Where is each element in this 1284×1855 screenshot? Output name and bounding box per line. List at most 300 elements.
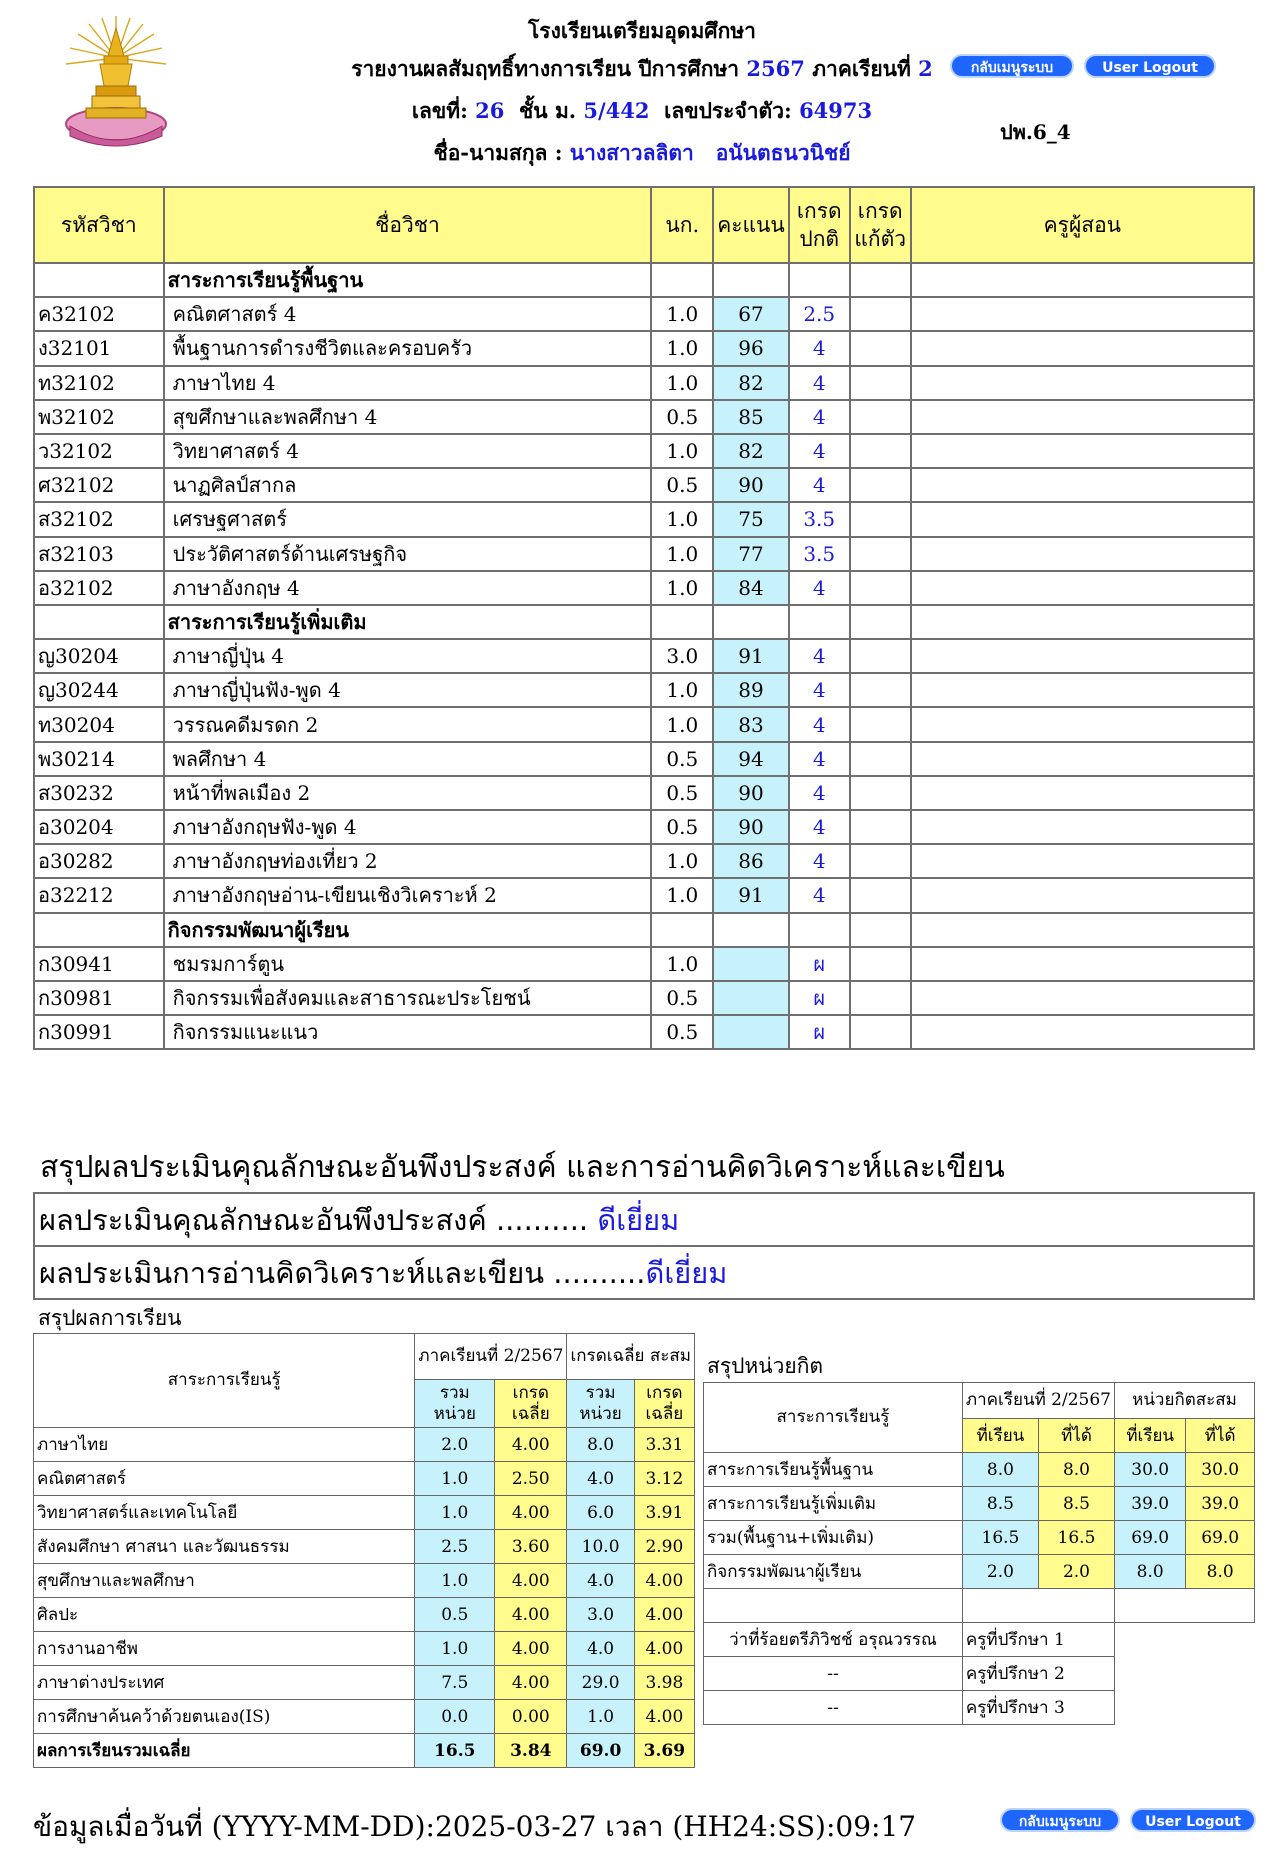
- summary-term-units: 7.5: [415, 1666, 495, 1700]
- evaluation-title: สรุปผลประเมินคุณลักษณะอันพึงประสงค์ และการอ่านคิดวิเคราะห์และเขียน: [40, 1150, 1005, 1185]
- subject-score: 86: [713, 844, 789, 878]
- summary-row: [34, 1462, 695, 1496]
- credits-cum-studied-header: ที่เรียน: [1115, 1419, 1186, 1453]
- col-name-header: ชื่อวิชา: [164, 187, 652, 263]
- subject-score: 82: [713, 366, 789, 400]
- summary-area: วิทยาศาสตร์และเทคโนโลยี: [34, 1496, 415, 1530]
- class-label: ชั้น ม.: [519, 98, 577, 123]
- subject-teacher: [911, 297, 1254, 331]
- subject-score: 67: [713, 297, 789, 331]
- credits-term-earned: 16.5: [1038, 1521, 1114, 1555]
- data-timestamp: ข้อมูลเมื่อวันที่ (YYYY-MM-DD):2025-03-27 เวลา (HH24:SS):09:17: [33, 1810, 917, 1843]
- credits-area: กิจกรรมพัฒนาผู้เรียน: [704, 1555, 963, 1589]
- credits-cum-header: หน่วยกิตสะสม: [1115, 1383, 1255, 1419]
- col-regrade-header: เกรด แก้ตัว: [850, 187, 911, 263]
- advisor-blank-cell: [1115, 1623, 1255, 1657]
- subject-code: ญ30244: [34, 673, 164, 707]
- subject-regrade: [850, 776, 911, 810]
- attribute-evaluation-value: ดีเยี่ยม: [597, 1202, 680, 1237]
- col-code-header: รหัสวิชา: [34, 187, 164, 263]
- subject-name: ภาษาญี่ปุ่น 4: [164, 639, 652, 673]
- group-name: สาระการเรียนรู้เพิ่มเติม: [164, 605, 652, 639]
- subject-score: 77: [713, 537, 789, 571]
- reading-evaluation-cell: [34, 1246, 1254, 1299]
- summary-cum-gpa: 4.00: [634, 1632, 694, 1666]
- student-name-line: [0, 140, 1284, 166]
- subject-row: [34, 776, 1254, 810]
- subject-regrade: [850, 502, 911, 536]
- subject-grade: ผ: [789, 947, 850, 981]
- subject-credit: 1.0: [651, 673, 713, 707]
- subject-code: อ32102: [34, 571, 164, 605]
- term-value: 2: [918, 56, 933, 81]
- subject-teacher: [911, 571, 1254, 605]
- credits-area: สาระการเรียนรู้เพิ่มเติม: [704, 1487, 963, 1521]
- subject-regrade: [850, 1015, 911, 1049]
- subject-credit: 0.5: [651, 1015, 713, 1049]
- credits-term-earned-header: ที่ได้: [1038, 1419, 1114, 1453]
- summary-cum-gpa: 4.00: [634, 1564, 694, 1598]
- subject-score: 89: [713, 673, 789, 707]
- subject-credit: 1.0: [651, 878, 713, 912]
- subject-teacher: [911, 400, 1254, 434]
- credits-row: [704, 1555, 1255, 1589]
- summary-title: สรุปผลการเรียน: [38, 1306, 182, 1330]
- subject-row: [34, 434, 1254, 468]
- subject-credit: 0.5: [651, 810, 713, 844]
- subject-teacher: [911, 673, 1254, 707]
- group-grade-cell: [789, 605, 850, 639]
- subject-row: [34, 844, 1254, 878]
- subject-regrade: [850, 331, 911, 365]
- back-to-menu-button[interactable]: กลับเมนูระบบ: [950, 54, 1074, 78]
- subject-regrade: [850, 366, 911, 400]
- subject-name: ภาษาไทย 4: [164, 366, 652, 400]
- summary-term-gpa-header: เกรด เฉลี่ย: [495, 1380, 567, 1428]
- subject-credit: 3.0: [651, 639, 713, 673]
- summary-row: [34, 1428, 695, 1462]
- credits-area: รวม(พื้นฐาน+เพิ่มเติม): [704, 1521, 963, 1555]
- summary-term-units: 2.0: [415, 1428, 495, 1462]
- group-code-cell: [34, 913, 164, 947]
- summary-term-gpa: 4.00: [495, 1632, 567, 1666]
- subject-grade: ผ: [789, 981, 850, 1015]
- summary-area: ภาษาไทย: [34, 1428, 415, 1462]
- col-credit-header: นก.: [651, 187, 713, 263]
- advisor-row: [704, 1623, 1255, 1657]
- summary-cum-gpa: 4.00: [634, 1598, 694, 1632]
- reading-evaluation-value: ดีเยี่ยม: [645, 1255, 728, 1290]
- subject-code: ศ32102: [34, 468, 164, 502]
- credits-area: สาระการเรียนรู้พื้นฐาน: [704, 1453, 963, 1487]
- subject-teacher: [911, 776, 1254, 810]
- subject-row: [34, 468, 1254, 502]
- subject-credit: 1.0: [651, 537, 713, 571]
- subject-teacher: [911, 878, 1254, 912]
- group-score-cell: [713, 605, 789, 639]
- subject-credit: 1.0: [651, 707, 713, 741]
- credits-term-earned: 8.5: [1038, 1487, 1114, 1521]
- subject-grade: 4: [789, 366, 850, 400]
- subject-row: [34, 502, 1254, 536]
- summary-total-term-gpa: 3.84: [495, 1734, 567, 1768]
- summary-term-gpa: 3.60: [495, 1530, 567, 1564]
- group-teacher-cell: [911, 913, 1254, 947]
- subject-score: 82: [713, 434, 789, 468]
- advisor-row: [704, 1657, 1255, 1691]
- credits-spacer-cell: [704, 1589, 963, 1623]
- student-name: นางสาวลลิตา อนันตธนวนิชย์: [569, 140, 851, 165]
- credits-term-earned: 2.0: [1038, 1555, 1114, 1589]
- summary-cum-units: 3.0: [567, 1598, 634, 1632]
- subject-score: 91: [713, 639, 789, 673]
- subject-name: พลศึกษา 4: [164, 742, 652, 776]
- subject-code: ส30232: [34, 776, 164, 810]
- evaluation-row: [34, 1246, 1254, 1299]
- subject-score: 90: [713, 810, 789, 844]
- credits-cum-studied: 39.0: [1115, 1487, 1186, 1521]
- attribute-evaluation-label: ผลประเมินคุณลักษณะอันพึงประสงค์ ..........: [39, 1202, 589, 1237]
- credits-row: [704, 1487, 1255, 1521]
- summary-total-cum-gpa: 3.69: [634, 1734, 694, 1768]
- subject-grade: 4: [789, 468, 850, 502]
- summary-cum-gpa: 3.91: [634, 1496, 694, 1530]
- summary-row: [34, 1666, 695, 1700]
- subject-score: 91: [713, 878, 789, 912]
- term-label: ภาคเรียนที่: [812, 56, 911, 81]
- subject-grade: 4: [789, 434, 850, 468]
- attribute-evaluation-cell: [34, 1193, 1254, 1246]
- back-to-menu-button[interactable]: กลับเมนูระบบ: [1000, 1808, 1120, 1832]
- summary-total-term-units: 16.5: [415, 1734, 495, 1768]
- summary-cum-units: 4.0: [567, 1564, 634, 1598]
- summary-term-gpa: 4.00: [495, 1496, 567, 1530]
- subject-code: อ32212: [34, 878, 164, 912]
- subject-score: 83: [713, 707, 789, 741]
- credits-term-header: ภาคเรียนที่ 2/2567: [962, 1383, 1114, 1419]
- subject-code: ส32103: [34, 537, 164, 571]
- subject-row: [34, 981, 1254, 1015]
- group-grade-cell: [789, 263, 850, 297]
- subject-regrade: [850, 878, 911, 912]
- subject-name: หน้าที่พลเมือง 2: [164, 776, 652, 810]
- subject-score: [713, 947, 789, 981]
- subject-score: 75: [713, 502, 789, 536]
- subject-teacher: [911, 1015, 1254, 1049]
- summary-term-gpa: 2.50: [495, 1462, 567, 1496]
- subject-credit: 0.5: [651, 776, 713, 810]
- subject-code: อ30282: [34, 844, 164, 878]
- grades-header-row: [34, 187, 1254, 263]
- subject-grade: 4: [789, 810, 850, 844]
- group-score-cell: [713, 263, 789, 297]
- summary-row: [34, 1598, 695, 1632]
- student-id-label: เลขประจำตัว:: [664, 98, 792, 123]
- subject-teacher: [911, 707, 1254, 741]
- credits-spacer-row: [704, 1589, 1255, 1623]
- class-value: 5/442: [583, 98, 650, 123]
- subject-name: พื้นฐานการดำรงชีวิตและครอบครัว: [164, 331, 652, 365]
- subject-name: นาฏศิลป์สากล: [164, 468, 652, 502]
- report-title: รายงานผลสัมฤทธิ์ทางการเรียน ปีการศึกษา: [351, 56, 740, 81]
- advisor-blank-cell: [1115, 1691, 1255, 1725]
- summary-term-gpa: 0.00: [495, 1700, 567, 1734]
- credits-term-studied-header: ที่เรียน: [962, 1419, 1038, 1453]
- subject-name: ภาษาอังกฤษอ่าน-เขียนเชิงวิเคราะห์ 2: [164, 878, 652, 912]
- subject-name: ภาษาอังกฤษ 4: [164, 571, 652, 605]
- summary-total-row: [34, 1734, 695, 1768]
- subject-credit: 1.0: [651, 947, 713, 981]
- subject-regrade: [850, 742, 911, 776]
- summary-row: [34, 1496, 695, 1530]
- subject-code: ง32101: [34, 331, 164, 365]
- credits-term-studied: 16.5: [962, 1521, 1038, 1555]
- summary-cum-units: 1.0: [567, 1700, 634, 1734]
- group-regrade-cell: [850, 263, 911, 297]
- subject-teacher: [911, 947, 1254, 981]
- subject-grade: 3.5: [789, 502, 850, 536]
- subject-teacher: [911, 502, 1254, 536]
- group-row: [34, 263, 1254, 297]
- subject-grade: 4: [789, 331, 850, 365]
- group-credit-cell: [651, 263, 713, 297]
- credits-row: [704, 1521, 1255, 1555]
- student-name-label: ชื่อ-นามสกุล :: [433, 140, 563, 165]
- subject-grade: 4: [789, 844, 850, 878]
- subject-teacher: [911, 434, 1254, 468]
- summary-cum-gpa: 4.00: [634, 1700, 694, 1734]
- summary-cum-units: 6.0: [567, 1496, 634, 1530]
- student-info-line: [0, 98, 1284, 124]
- subject-credit: 1.0: [651, 502, 713, 536]
- subject-teacher: [911, 844, 1254, 878]
- col-grade-header: เกรด ปกติ: [789, 187, 850, 263]
- subject-regrade: [850, 400, 911, 434]
- summary-cum-gpa: 3.98: [634, 1666, 694, 1700]
- advisor-blank-cell: [1115, 1657, 1255, 1691]
- subject-regrade: [850, 947, 911, 981]
- credits-cum-earned: 69.0: [1186, 1521, 1255, 1555]
- form-code: ปพ.6_4: [1000, 120, 1071, 144]
- credits-area-header: สาระการเรียนรู้: [704, 1383, 963, 1453]
- subject-score: 90: [713, 776, 789, 810]
- group-code-cell: [34, 605, 164, 639]
- subject-row: [34, 537, 1254, 571]
- summary-area: คณิตศาสตร์: [34, 1462, 415, 1496]
- group-name: สาระการเรียนรู้พื้นฐาน: [164, 263, 652, 297]
- credits-cum-earned: 39.0: [1186, 1487, 1255, 1521]
- summary-row: [34, 1700, 695, 1734]
- summary-term-units: 1.0: [415, 1462, 495, 1496]
- user-logout-button[interactable]: User Logout: [1084, 54, 1216, 78]
- subject-code: พ30214: [34, 742, 164, 776]
- group-regrade-cell: [850, 913, 911, 947]
- academic-year: 2567: [746, 56, 805, 81]
- summary-term-units: 1.0: [415, 1564, 495, 1598]
- summary-term-units-header: รวม หน่วย: [415, 1380, 495, 1428]
- subject-regrade: [850, 707, 911, 741]
- credits-spacer-cell: [1115, 1589, 1255, 1623]
- subject-row: [34, 947, 1254, 981]
- credits-title: สรุปหน่วยกิต: [707, 1354, 824, 1378]
- group-score-cell: [713, 913, 789, 947]
- subject-credit: 1.0: [651, 331, 713, 365]
- subject-credit: 1.0: [651, 297, 713, 331]
- subject-name: ภาษาญี่ปุ่นฟัง-พูด 4: [164, 673, 652, 707]
- evaluation-table: [33, 1192, 1255, 1300]
- subject-grade: 4: [789, 400, 850, 434]
- credits-term-studied: 8.0: [962, 1453, 1038, 1487]
- credits-cum-studied: 69.0: [1115, 1521, 1186, 1555]
- summary-term-gpa: 4.00: [495, 1564, 567, 1598]
- group-row: [34, 605, 1254, 639]
- subject-credit: 0.5: [651, 742, 713, 776]
- summary-cum-units: 10.0: [567, 1530, 634, 1564]
- subject-teacher: [911, 537, 1254, 571]
- credits-term-earned: 8.0: [1038, 1453, 1114, 1487]
- group-row: [34, 913, 1254, 947]
- school-name: โรงเรียนเตรียมอุดมศึกษา: [528, 18, 756, 43]
- subject-teacher: [911, 331, 1254, 365]
- subject-regrade: [850, 468, 911, 502]
- subject-teacher: [911, 639, 1254, 673]
- summary-area: ภาษาต่างประเทศ: [34, 1666, 415, 1700]
- subject-regrade: [850, 434, 911, 468]
- subject-name: วรรณคดีมรดก 2: [164, 707, 652, 741]
- subject-credit: 1.0: [651, 366, 713, 400]
- credits-cum-studied: 30.0: [1115, 1453, 1186, 1487]
- subject-regrade: [850, 844, 911, 878]
- subject-name: เศรษฐศาสตร์: [164, 502, 652, 536]
- group-grade-cell: [789, 913, 850, 947]
- credits-spacer-cell: [962, 1589, 1114, 1623]
- summary-table: [33, 1333, 695, 1768]
- subject-score: 94: [713, 742, 789, 776]
- subject-row: [34, 366, 1254, 400]
- credits-term-studied: 8.5: [962, 1487, 1038, 1521]
- advisor-role: ครูที่ปรึกษา 1: [962, 1623, 1114, 1657]
- subject-grade: 3.5: [789, 537, 850, 571]
- summary-cum-units: 8.0: [567, 1428, 634, 1462]
- subject-grade: 4: [789, 673, 850, 707]
- subject-code: อ30204: [34, 810, 164, 844]
- subject-row: [34, 297, 1254, 331]
- subject-grade: ผ: [789, 1015, 850, 1049]
- summary-cum-units-header: รวม หน่วย: [567, 1380, 634, 1428]
- subject-name: วิทยาศาสตร์ 4: [164, 434, 652, 468]
- subject-teacher: [911, 981, 1254, 1015]
- subject-score: [713, 1015, 789, 1049]
- subject-code: ค32102: [34, 297, 164, 331]
- credits-header-row: [704, 1383, 1255, 1419]
- summary-term-units: 1.0: [415, 1496, 495, 1530]
- col-score-header: คะแนน: [713, 187, 789, 263]
- evaluation-row: [34, 1193, 1254, 1246]
- summary-row: [34, 1564, 695, 1598]
- subject-row: [34, 571, 1254, 605]
- subject-code: พ32102: [34, 400, 164, 434]
- subject-row: [34, 810, 1254, 844]
- subject-regrade: [850, 673, 911, 707]
- group-code-cell: [34, 263, 164, 297]
- subject-regrade: [850, 537, 911, 571]
- summary-area: ศิลปะ: [34, 1598, 415, 1632]
- subject-name: กิจกรรมแนะแนว: [164, 1015, 652, 1049]
- subject-grade: 2.5: [789, 297, 850, 331]
- summary-area: สุขศึกษาและพลศึกษา: [34, 1564, 415, 1598]
- summary-area-header: สาระการเรียนรู้: [34, 1334, 415, 1428]
- subject-name: ภาษาอังกฤษฟัง-พูด 4: [164, 810, 652, 844]
- subject-teacher: [911, 366, 1254, 400]
- subject-score: [713, 981, 789, 1015]
- summary-term-header: ภาคเรียนที่ 2/2567: [415, 1334, 567, 1380]
- subject-regrade: [850, 571, 911, 605]
- subject-credit: 1.0: [651, 434, 713, 468]
- subject-code: ก30991: [34, 1015, 164, 1049]
- student-id: 64973: [799, 98, 873, 123]
- grades-table: [33, 186, 1255, 1050]
- subject-regrade: [850, 981, 911, 1015]
- user-logout-button[interactable]: User Logout: [1130, 1808, 1256, 1832]
- summary-area: การงานอาชีพ: [34, 1632, 415, 1666]
- subject-name: สุขศึกษาและพลศึกษา 4: [164, 400, 652, 434]
- summary-area: การศึกษาค้นคว้าด้วยตนเอง(IS): [34, 1700, 415, 1734]
- summary-cum-units: 29.0: [567, 1666, 634, 1700]
- summary-cum-gpa: 2.90: [634, 1530, 694, 1564]
- subject-regrade: [850, 810, 911, 844]
- subject-row: [34, 400, 1254, 434]
- credits-row: [704, 1453, 1255, 1487]
- summary-term-units: 1.0: [415, 1632, 495, 1666]
- subject-code: ท32102: [34, 366, 164, 400]
- summary-cum-header: เกรดเฉลี่ย สะสม: [567, 1334, 695, 1380]
- subject-grade: 4: [789, 878, 850, 912]
- subject-grade: 4: [789, 742, 850, 776]
- summary-cum-gpa: 3.31: [634, 1428, 694, 1462]
- subject-code: ท30204: [34, 707, 164, 741]
- reading-evaluation-label: ผลประเมินการอ่านคิดวิเคราะห์และเขียน ..........: [39, 1255, 646, 1290]
- col-teacher-header: ครูผู้สอน: [911, 187, 1254, 263]
- subject-credit: 0.5: [651, 981, 713, 1015]
- subject-row: [34, 878, 1254, 912]
- group-teacher-cell: [911, 263, 1254, 297]
- advisor-name: --: [704, 1691, 963, 1725]
- subject-regrade: [850, 639, 911, 673]
- group-credit-cell: [651, 913, 713, 947]
- subject-name: กิจกรรมเพื่อสังคมและสาธารณะประโยชน์: [164, 981, 652, 1015]
- credits-cum-studied: 8.0: [1115, 1555, 1186, 1589]
- subject-code: ก30981: [34, 981, 164, 1015]
- subject-regrade: [850, 297, 911, 331]
- summary-term-units: 0.0: [415, 1700, 495, 1734]
- subject-teacher: [911, 742, 1254, 776]
- advisor-role: ครูที่ปรึกษา 2: [962, 1657, 1114, 1691]
- summary-term-gpa: 4.00: [495, 1428, 567, 1462]
- group-teacher-cell: [911, 605, 1254, 639]
- summary-header-row: [34, 1334, 695, 1380]
- report-header: [0, 0, 1284, 186]
- subject-code: ก30941: [34, 947, 164, 981]
- group-credit-cell: [651, 605, 713, 639]
- subject-row: [34, 331, 1254, 365]
- summary-cum-gpa-header: เกรด เฉลี่ย: [634, 1380, 694, 1428]
- subject-credit: 1.0: [651, 571, 713, 605]
- subject-credit: 0.5: [651, 468, 713, 502]
- student-no-label: เลขที่:: [411, 98, 468, 123]
- subject-score: 96: [713, 331, 789, 365]
- summary-total-cum-units: 69.0: [567, 1734, 634, 1768]
- credits-cum-earned: 30.0: [1186, 1453, 1255, 1487]
